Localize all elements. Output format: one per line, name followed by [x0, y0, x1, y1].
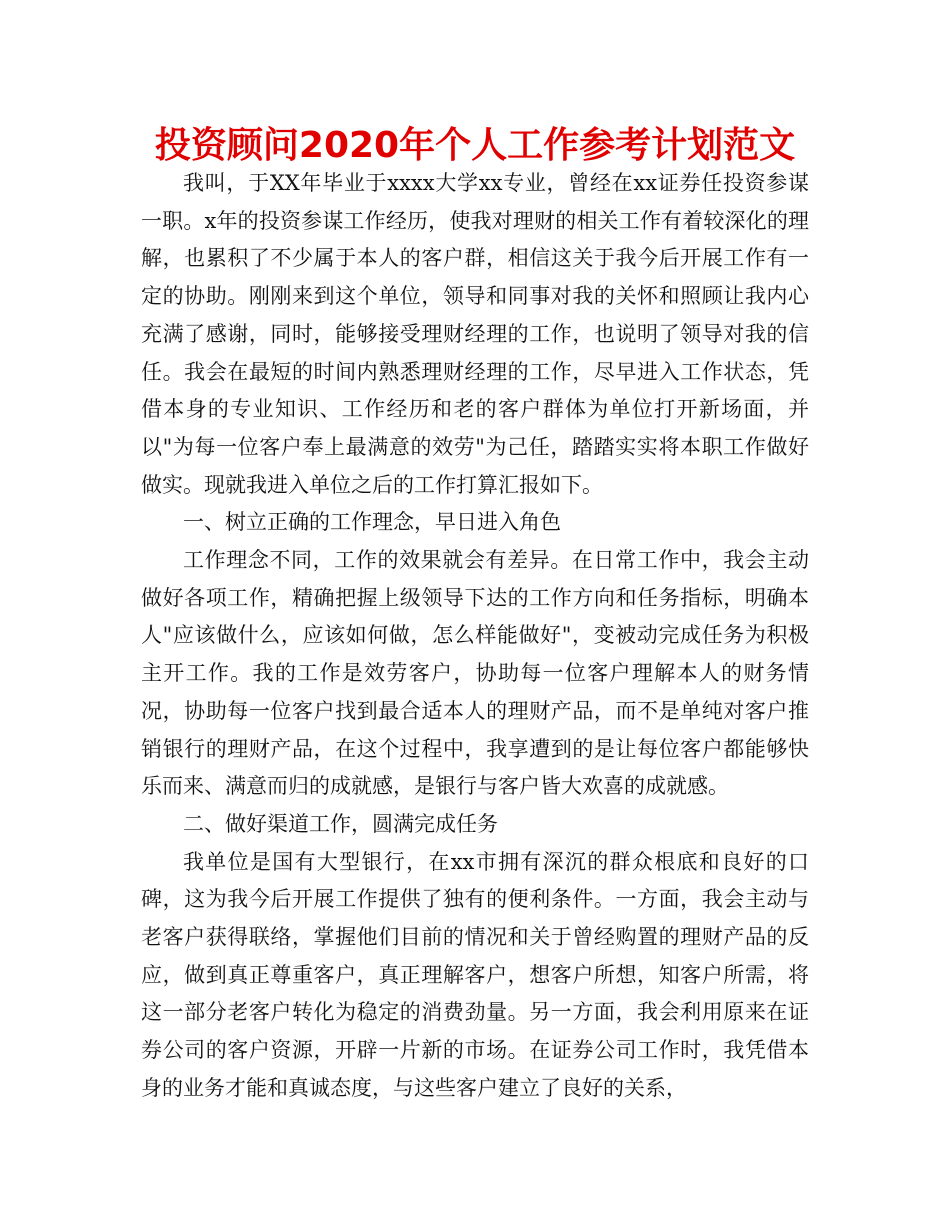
body-paragraph-intro: 我叫，于XX年毕业于xxxx大学xx专业，曾经在xx证券任投资参谋一职。x年的投资参谋工作经历，使我对理财的相关工作有着较深化的理解，也累积了不少属于本人的客户群，相信这关于我今后开展工作有一定的协助。刚刚来到这个单位，领导和同事对我的关怀和照顾让我内心充满了感谢，同时，能够接受理财经理的工作，也说明了领导对我的信任。我会在最短的时间内熟悉理财经理的工作，尽早进入工作状态，凭借本身的专业知识、工作经历和老的客户群体为单位打开新场面，并以"为每一位客户奉上最满意的效劳"为己任，踏踏实实将本职工作做好做实。现就我进入单位之后的工作打算汇报如下。: [141, 171, 809, 497]
body-paragraph-section-2: 我单位是国有大型银行，在xx市拥有深沉的群众根底和良好的口碑，这为我今后开展工作提供了独有的便利条件。一方面，我会主动与老客户获得联络，掌握他们目前的情况和关于曾经购置的理财产品的反应，做到真正尊重客户，真正理解客户，想客户所想，知客户所需，将这一部分老客户转化为稳定的消费劲量。另一方面，我会利用原来在证券公司的客户资源，开辟一片新的市场。在证券公司工作时，我凭借本身的业务才能和真诚态度，与这些客户建立了良好的关系，: [141, 849, 809, 1100]
document-title: 投资顾问2020年个人工作参考计划范文: [154, 125, 796, 166]
document-body: [141, 165, 809, 1108]
body-paragraph-section-1: 工作理念不同，工作的效果就会有差异。在日常工作中，我会主动做好各项工作，精确把握上级领导下达的工作方向和任务指标，明确本人"应该做什么，应该如何做，怎么样能做好"，变被动完成任务为积极主开工作。我的工作是效劳客户，协助每一位客户理解本人的财务情况，协助每一位客户找到最合适本人的理财产品，而不是单纯对客户推销银行的理财产品，在这个过程中，我享遭到的是让每位客户都能够快乐而来、满意而归的成就感，是银行与客户皆大欢喜的成就感。: [141, 548, 809, 799]
section-heading-2: 二、做好渠道工作，圆满完成任务: [183, 811, 498, 836]
section-heading-1: 一、树立正确的工作理念，早日进入角色: [183, 510, 561, 535]
